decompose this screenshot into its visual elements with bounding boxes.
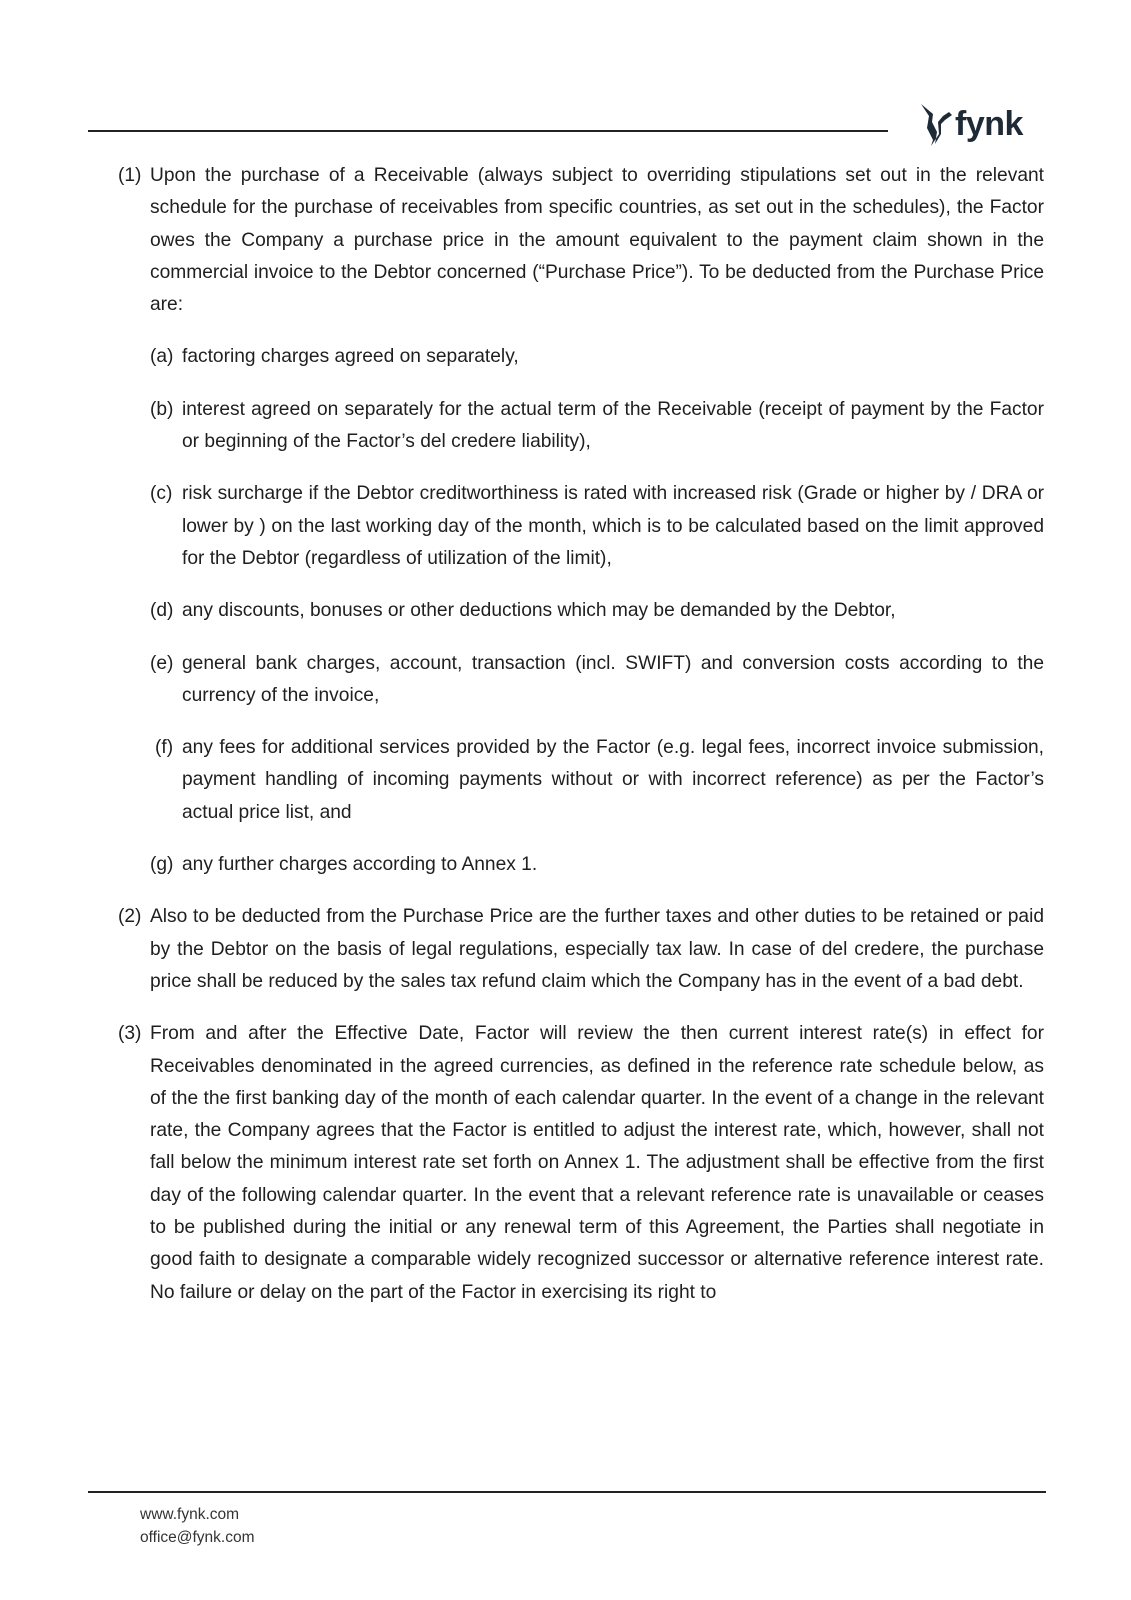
brand-wordmark: fynk [955,105,1023,143]
list-item [150,478,1044,575]
document-body [118,160,1044,1309]
clause-number: (1) [118,165,142,186]
clause-number: (3) [118,1023,142,1045]
list-item [150,849,1044,881]
footer-website[interactable]: www.fynk.com [140,1506,240,1523]
deductions-list [150,341,1044,881]
item-text: any further charges according to Annex 1. [182,854,538,876]
list-item [150,595,1044,627]
item-letter: (b) [150,398,174,420]
item-letter: (f) [155,737,174,759]
list-item [150,648,1044,713]
footer-email[interactable]: office@fynk.com [140,1529,255,1546]
item-letter: (g) [150,854,174,876]
item-text: interest agreed on separately for the actual term of the Receivable (receipt of payment by the Factor or beginning of the Factor’s del credere liability), [182,398,1044,453]
item-letter: (e) [150,652,174,674]
item-text: risk surcharge if the Debtor creditworthiness is rated with increased risk (Grade or higher by / DRA or lower by ) on the last working day of the month, which is to be calculated based on the limit approved for the Debtor (regardless of utilization of the limit), [182,483,1044,569]
item-letter: (d) [150,600,174,622]
clause-3 [118,1018,1044,1309]
clause-text: Upon the purchase of a Receivable (always subject to overriding stipulations set out in the relevant schedule for the purchase of receivables from specific countries, as set out in the schedules), the Factor owes the Company a purchase price in the amount equivalent to the payment claim shown in the commercial invoice to the Debtor concerned (“Purchase Price”). To be deducted from the Purchase Price are: [150,165,1044,316]
clause-text: Also to be deducted from the Purchase Price are the further taxes and other duties to be retained or paid by the Debtor on the basis of legal regulations, especially tax law. In case of del credere, the purchase price shall be reduced by the sales tax refund claim which the Company has in the event of a bad debt. [150,906,1044,992]
item-text: any fees for additional services provided by the Factor (e.g. legal fees, incorrect invoice submission, payment handling of incoming payments without or with incorrect reference) as per the Factor’s actual price list, and [182,737,1044,823]
footer-rule [88,1491,1046,1493]
brand-logo [919,102,1023,146]
item-letter: (a) [150,346,174,368]
list-item [150,732,1044,829]
item-text: any discounts, bonuses or other deductions which may be demanded by the Debtor, [182,600,896,622]
list-item [150,341,1044,373]
clause-text: From and after the Effective Date, Factor will review the then current interest rate(s) in effect for Receivables denominated in the agreed currencies, as defined in the reference rate schedule below, as of the the first banking day of the month of each calendar quarter. In the event of a change in the relevant rate, the Company agrees that the Factor is entitled to adjust the interest rate, which, however, shall not fall below the minimum interest rate set forth on Annex 1. The adjustment shall be effective from the first day of the following calendar quarter. In the event that a relevant reference rate is unavailable or ceases to be published during the initial or any renewal term of this Agreement, the Parties shall negotiate in good faith to designate a comparable widely recognized successor or alternative reference interest rate. No failure or delay on the part of the Factor in exercising its right to [150,1023,1044,1303]
item-text: general bank charges, account, transaction (incl. SWIFT) and conversion costs according to the currency of the invoice, [182,652,1044,706]
list-item [150,394,1044,459]
header-rule [88,130,888,132]
clause-1 [118,160,1044,881]
clause-number: (2) [118,906,142,928]
item-text: factoring charges agreed on separately, [182,346,519,368]
footer [140,1503,255,1549]
item-letter: (c) [150,483,173,505]
clause-2 [118,901,1044,998]
bird-logo-icon [919,102,953,146]
